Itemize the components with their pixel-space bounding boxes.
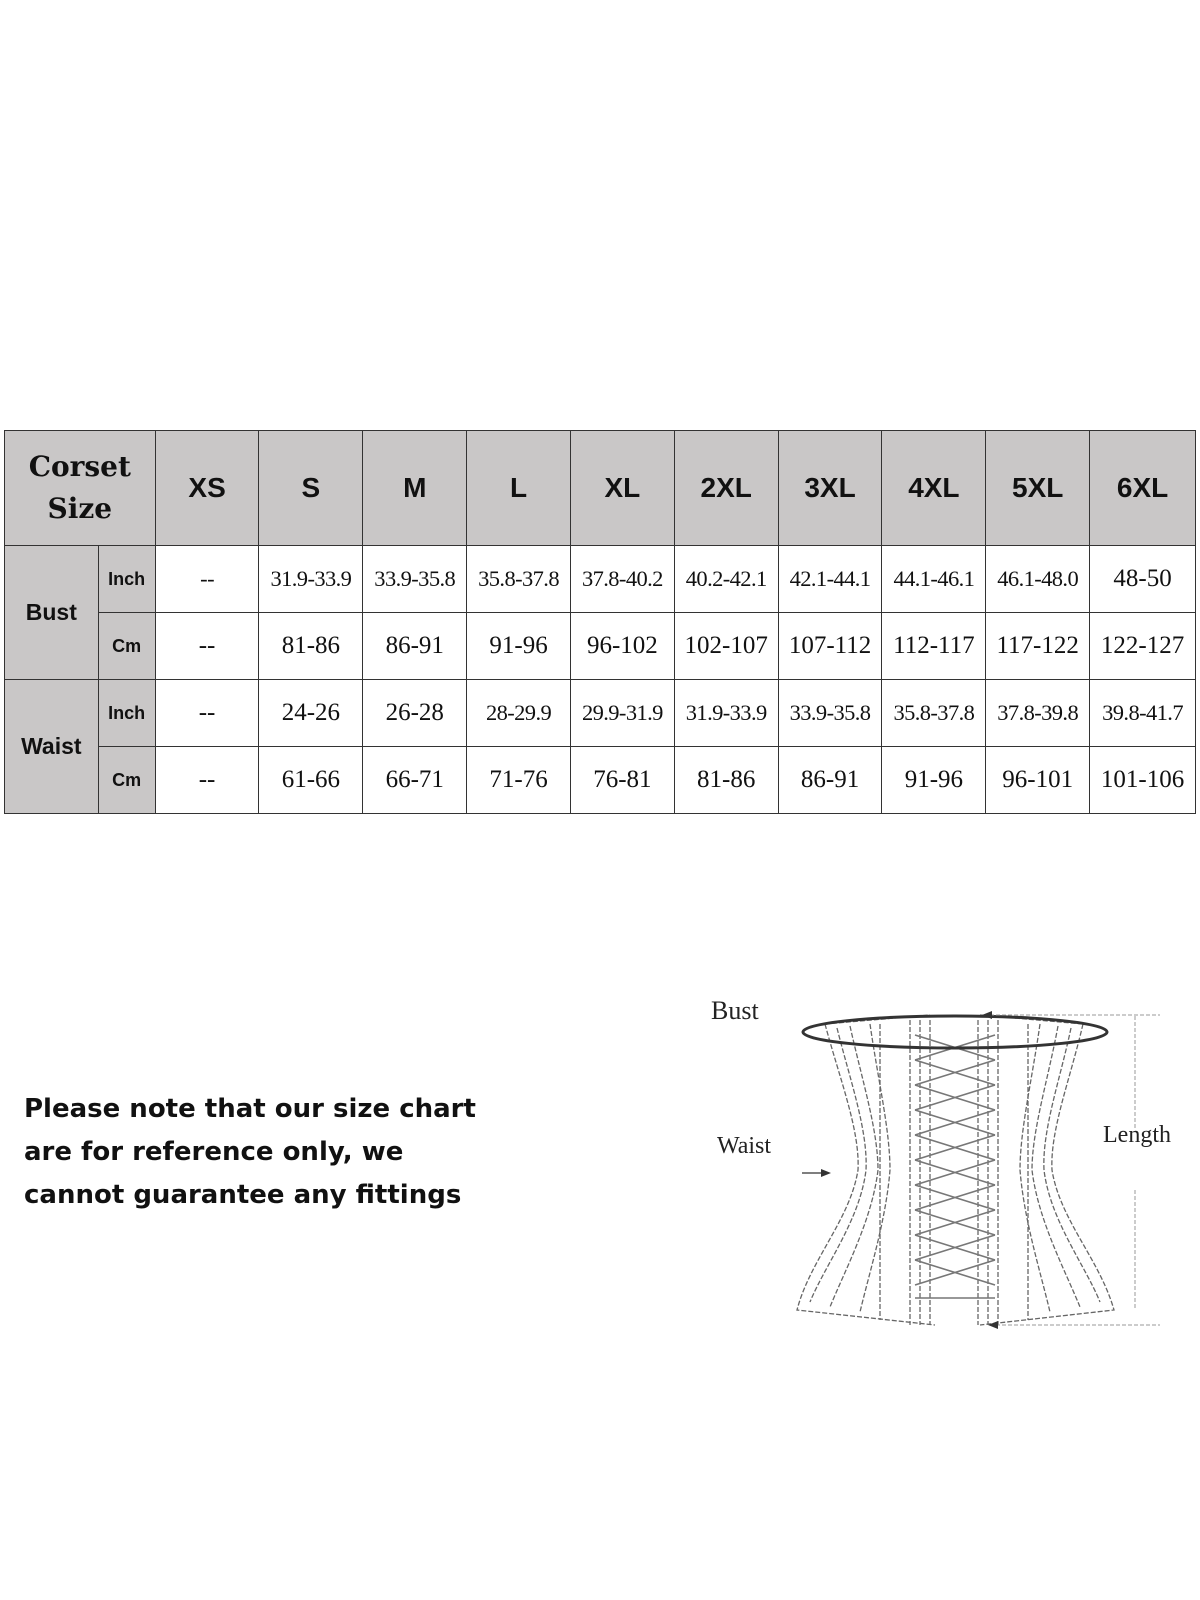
table-cell: 76-81 <box>570 747 674 814</box>
corset-measurement-diagram <box>700 980 1180 1360</box>
size-header: 3XL <box>778 431 882 546</box>
note-line: Please note that our size chart <box>24 1094 476 1124</box>
size-header: XS <box>155 431 259 546</box>
table-cell: 37.8-39.8 <box>986 680 1090 747</box>
size-chart-table <box>4 430 1196 814</box>
table-cell: 35.8-37.8 <box>467 546 571 613</box>
table-cell: 29.9-31.9 <box>570 680 674 747</box>
size-header: 4XL <box>882 431 986 546</box>
table-cell: 26-28 <box>363 680 467 747</box>
table-cell: 33.9-35.8 <box>778 680 882 747</box>
size-header: XL <box>570 431 674 546</box>
table-cell: 107-112 <box>778 613 882 680</box>
table-cell: 81-86 <box>674 747 778 814</box>
table-cell: 96-102 <box>570 613 674 680</box>
table-cell: 86-91 <box>778 747 882 814</box>
table-cell: -- <box>155 680 259 747</box>
table-cell: 66-71 <box>363 747 467 814</box>
table-cell: -- <box>155 546 259 613</box>
corner-header <box>5 431 156 546</box>
length-label: Length <box>1103 1122 1171 1148</box>
table-cell: 81-86 <box>259 613 363 680</box>
unit-label: Inch <box>98 546 155 613</box>
table-cell: 44.1-46.1 <box>882 546 986 613</box>
size-header: S <box>259 431 363 546</box>
table-cell: 91-96 <box>882 747 986 814</box>
table-cell: 112-117 <box>882 613 986 680</box>
corset-illustration-icon <box>700 980 1180 1360</box>
table-cell: 122-127 <box>1090 613 1196 680</box>
size-header: M <box>363 431 467 546</box>
note-line: cannot guarantee any fittings <box>24 1180 462 1210</box>
note-line: are for reference only, we <box>24 1137 404 1167</box>
table-cell: 37.8-40.2 <box>570 546 674 613</box>
table-cell: 28-29.9 <box>467 680 571 747</box>
table-cell: 71-76 <box>467 747 571 814</box>
table-row <box>5 747 1196 814</box>
waist-label: Waist <box>717 1133 772 1159</box>
unit-label: Cm <box>98 747 155 814</box>
table-cell: 101-106 <box>1090 747 1196 814</box>
table-cell: 86-91 <box>363 613 467 680</box>
corner-label-line2: Size <box>47 492 113 525</box>
table-row <box>5 546 1196 613</box>
table-cell: 117-122 <box>986 613 1090 680</box>
table-cell: 31.9-33.9 <box>674 680 778 747</box>
group-label-bust: Bust <box>5 546 99 680</box>
table-cell: 31.9-33.9 <box>259 546 363 613</box>
table-cell: 39.8-41.7 <box>1090 680 1196 747</box>
table-cell: 91-96 <box>467 613 571 680</box>
bust-label: Bust <box>711 996 759 1025</box>
table-cell: 102-107 <box>674 613 778 680</box>
group-label-waist: Waist <box>5 680 99 814</box>
corner-label-line1: Corset <box>28 450 131 483</box>
table-row <box>5 613 1196 680</box>
table-cell: -- <box>155 747 259 814</box>
size-header: 6XL <box>1090 431 1196 546</box>
unit-label: Inch <box>98 680 155 747</box>
table-cell: 48-50 <box>1090 546 1196 613</box>
table-cell: 40.2-42.1 <box>674 546 778 613</box>
table-cell: 42.1-44.1 <box>778 546 882 613</box>
table-cell: 96-101 <box>986 747 1090 814</box>
table-cell: 61-66 <box>259 747 363 814</box>
size-header: L <box>467 431 571 546</box>
disclaimer-note <box>24 1088 544 1217</box>
table-cell: 24-26 <box>259 680 363 747</box>
size-header: 5XL <box>986 431 1090 546</box>
table-cell: 46.1-48.0 <box>986 546 1090 613</box>
unit-label: Cm <box>98 613 155 680</box>
table-row <box>5 680 1196 747</box>
table-cell: -- <box>155 613 259 680</box>
table-cell: 35.8-37.8 <box>882 680 986 747</box>
header-row <box>5 431 1196 546</box>
size-header: 2XL <box>674 431 778 546</box>
table-cell: 33.9-35.8 <box>363 546 467 613</box>
